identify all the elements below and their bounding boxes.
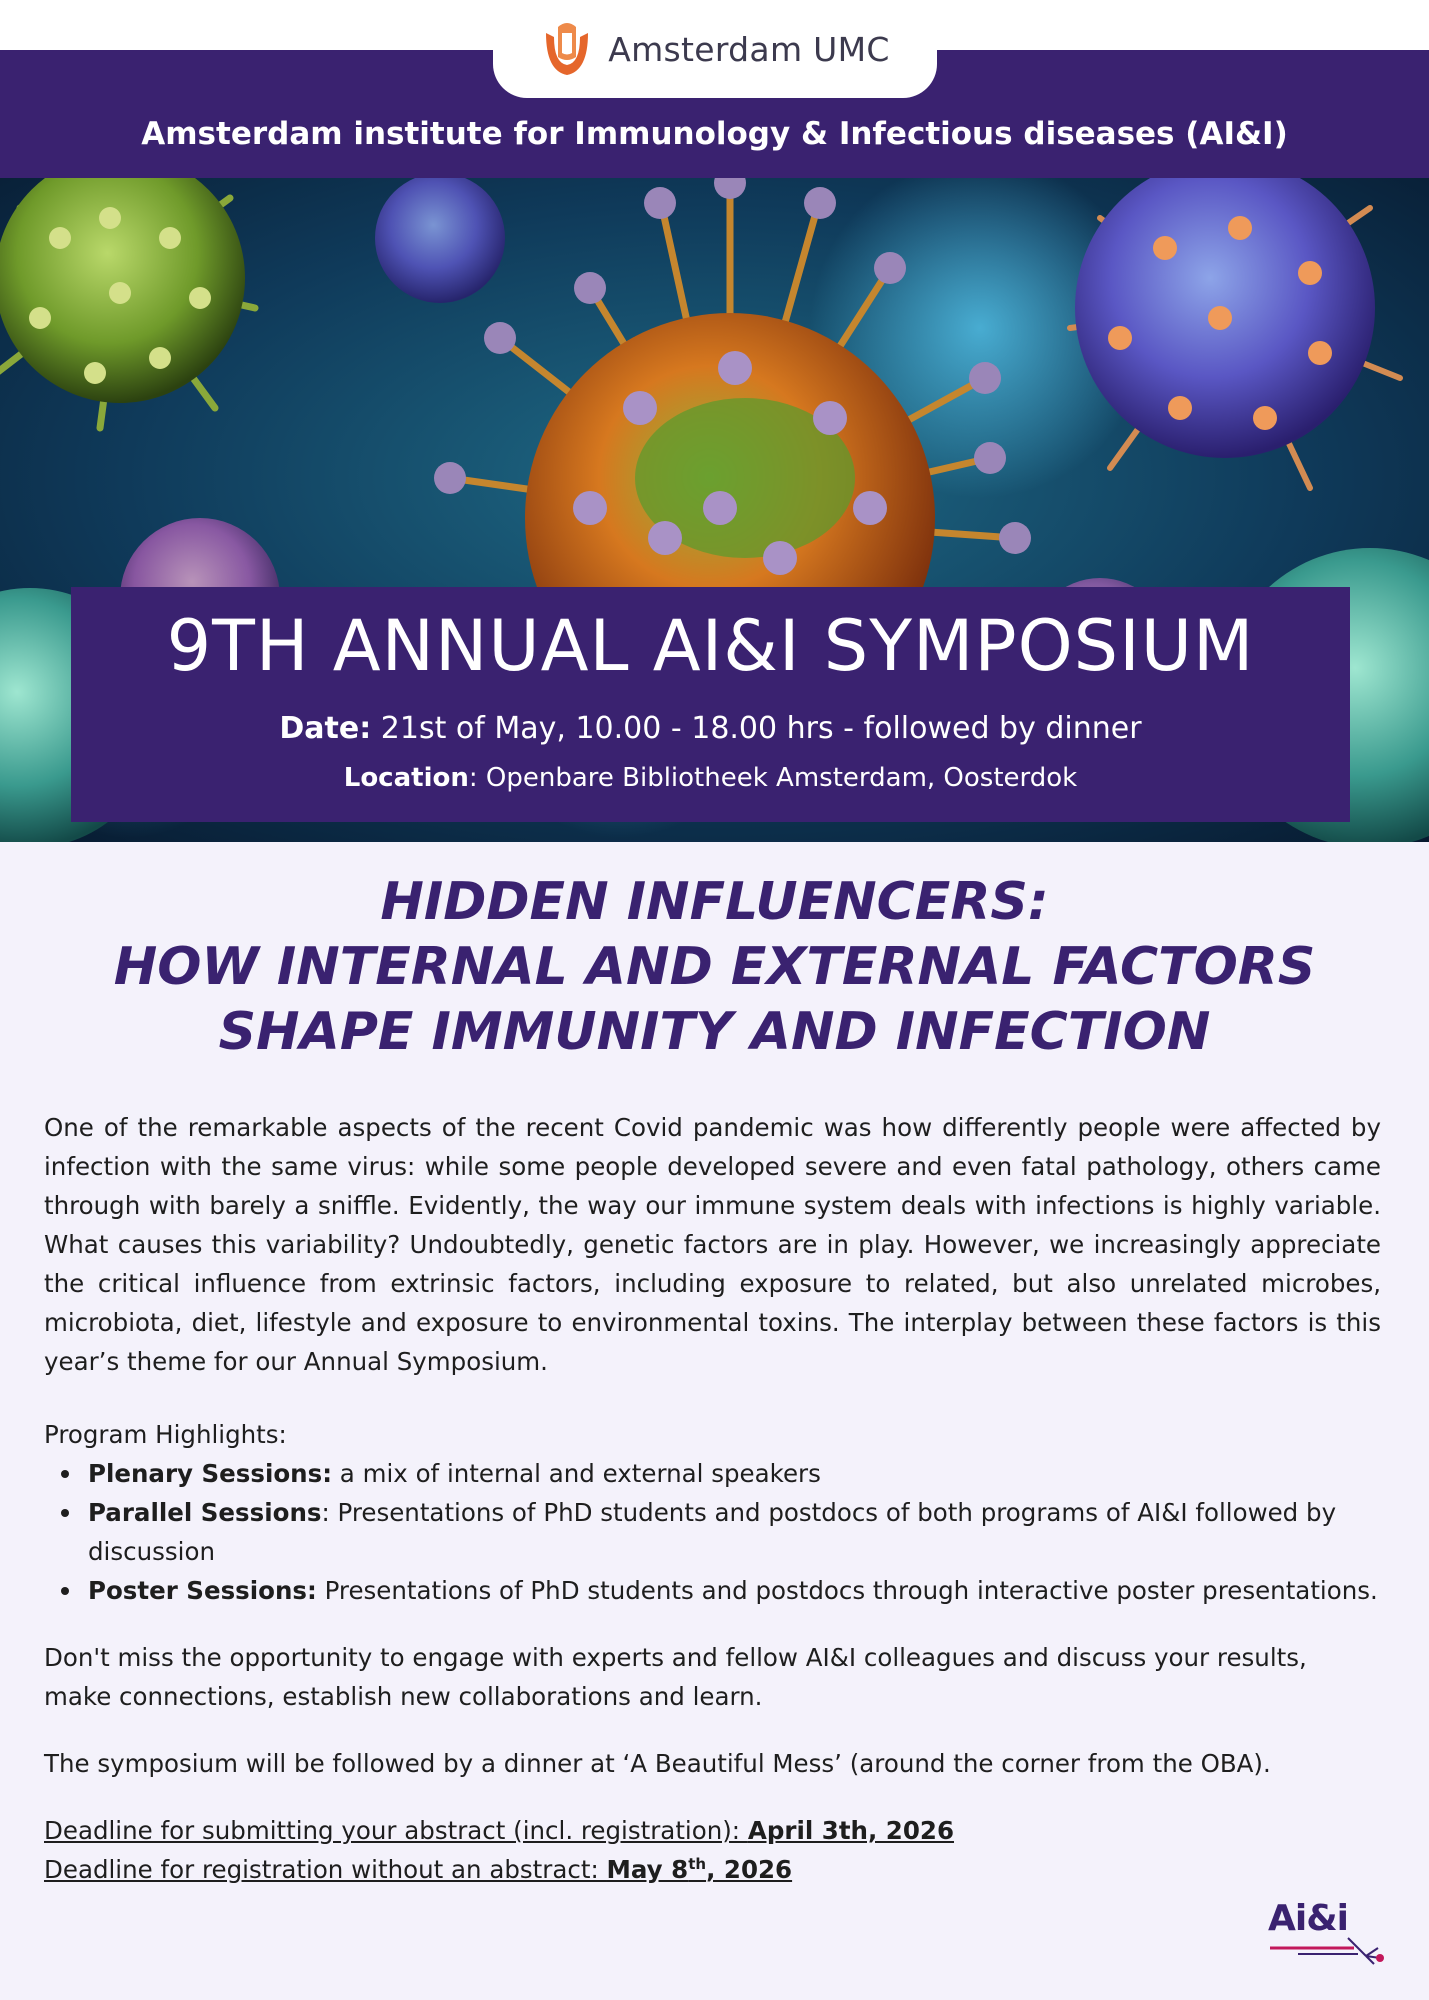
highlight-label: Poster Sessions:	[88, 1576, 317, 1605]
registration-deadline-date	[606, 1855, 792, 1884]
date-label: Date:	[279, 711, 372, 746]
body-content	[44, 1108, 1381, 1889]
intro-paragraph: One of the remarkable aspects of the recent Covid pandemic was how differently people were affected by infection with the same virus: while some people developed severe and even fatal pathology, others came through with barely a sniffle. Evidently, the way our immune system deals with infections is highly variable. What causes this variability? Undoubtedly, genetic factors are in play. However, we increasingly appreciate the critical influence from extrinsic factors, including exposure to related, but also unrelated microbes, microbiota, diet, lifestyle and exposure to environmental toxins. The interplay between these factors is this year’s theme for our Annual Symposium.	[44, 1113, 1381, 1376]
highlight-text: : Presentations of PhD students and postdocs of both programs of AI&I followed by discussion	[88, 1498, 1337, 1566]
amsterdam-umc-logo	[493, 0, 937, 98]
registration-deadline	[44, 1850, 1381, 1889]
registration-date-year: , 2026	[706, 1855, 793, 1884]
logo-text: Amsterdam UMC	[608, 29, 890, 69]
aii-logo-icon	[1268, 1898, 1392, 1968]
event-location	[71, 763, 1350, 793]
theme-line-3: SHAPE IMMUNITY AND INFECTION	[218, 1002, 1211, 1062]
aii-logo-text: Ai&i	[1268, 1898, 1348, 1939]
event-title-box	[71, 587, 1350, 822]
program-heading: Program Highlights:	[44, 1420, 287, 1449]
list-item	[44, 1571, 1381, 1610]
highlight-text: Presentations of PhD students and postdocs through interactive poster presentations.	[316, 1576, 1378, 1605]
institute-name: Amsterdam institute for Immunology & Infectious diseases (AI&I)	[141, 116, 1288, 152]
theme-heading	[0, 870, 1429, 1065]
registration-date-suffix: th	[688, 1854, 707, 1873]
abstract-deadline-date: April 3th, 2026	[747, 1816, 954, 1845]
dinner-paragraph: The symposium will be followed by a dinner at ‘A Beautiful Mess’ (around the corner from the OBA).	[44, 1749, 1271, 1778]
highlight-text: a mix of internal and external speakers	[332, 1459, 821, 1488]
highlight-label: Plenary Sessions:	[88, 1459, 333, 1488]
list-item	[44, 1493, 1381, 1571]
list-item	[44, 1454, 1381, 1493]
theme-line-2: HOW INTERNAL AND EXTERNAL FACTORS	[113, 937, 1316, 997]
event-date	[71, 711, 1350, 746]
event-title: 9TH ANNUAL AI&I SYMPOSIUM	[166, 605, 1255, 687]
location-label: Location	[343, 763, 469, 793]
deadlines	[44, 1811, 1381, 1889]
highlight-label: Parallel Sessions	[88, 1498, 322, 1527]
registration-date-main: May 8	[606, 1855, 689, 1884]
location-value: : Openbare Bibliotheek Amsterdam, Oosterdok	[468, 763, 1078, 793]
theme-line-1: HIDDEN INFLUENCERS:	[380, 872, 1049, 932]
registration-deadline-label: Deadline for registration without an abstract:	[44, 1855, 607, 1884]
engage-paragraph: Don't miss the opportunity to engage with experts and fellow AI&I colleagues and discuss your results, make connections, establish new collaborations and learn.	[44, 1643, 1307, 1711]
abstract-deadline-label: Deadline for submitting your abstract (incl. registration):	[44, 1816, 748, 1845]
abstract-deadline	[44, 1811, 1381, 1850]
program-highlights-list	[44, 1454, 1381, 1610]
aii-logo	[1268, 1898, 1392, 1968]
date-value: 21st of May, 10.00 - 18.00 hrs - followed by dinner	[380, 711, 1142, 746]
amsterdam-umc-logo-icon	[540, 19, 594, 79]
